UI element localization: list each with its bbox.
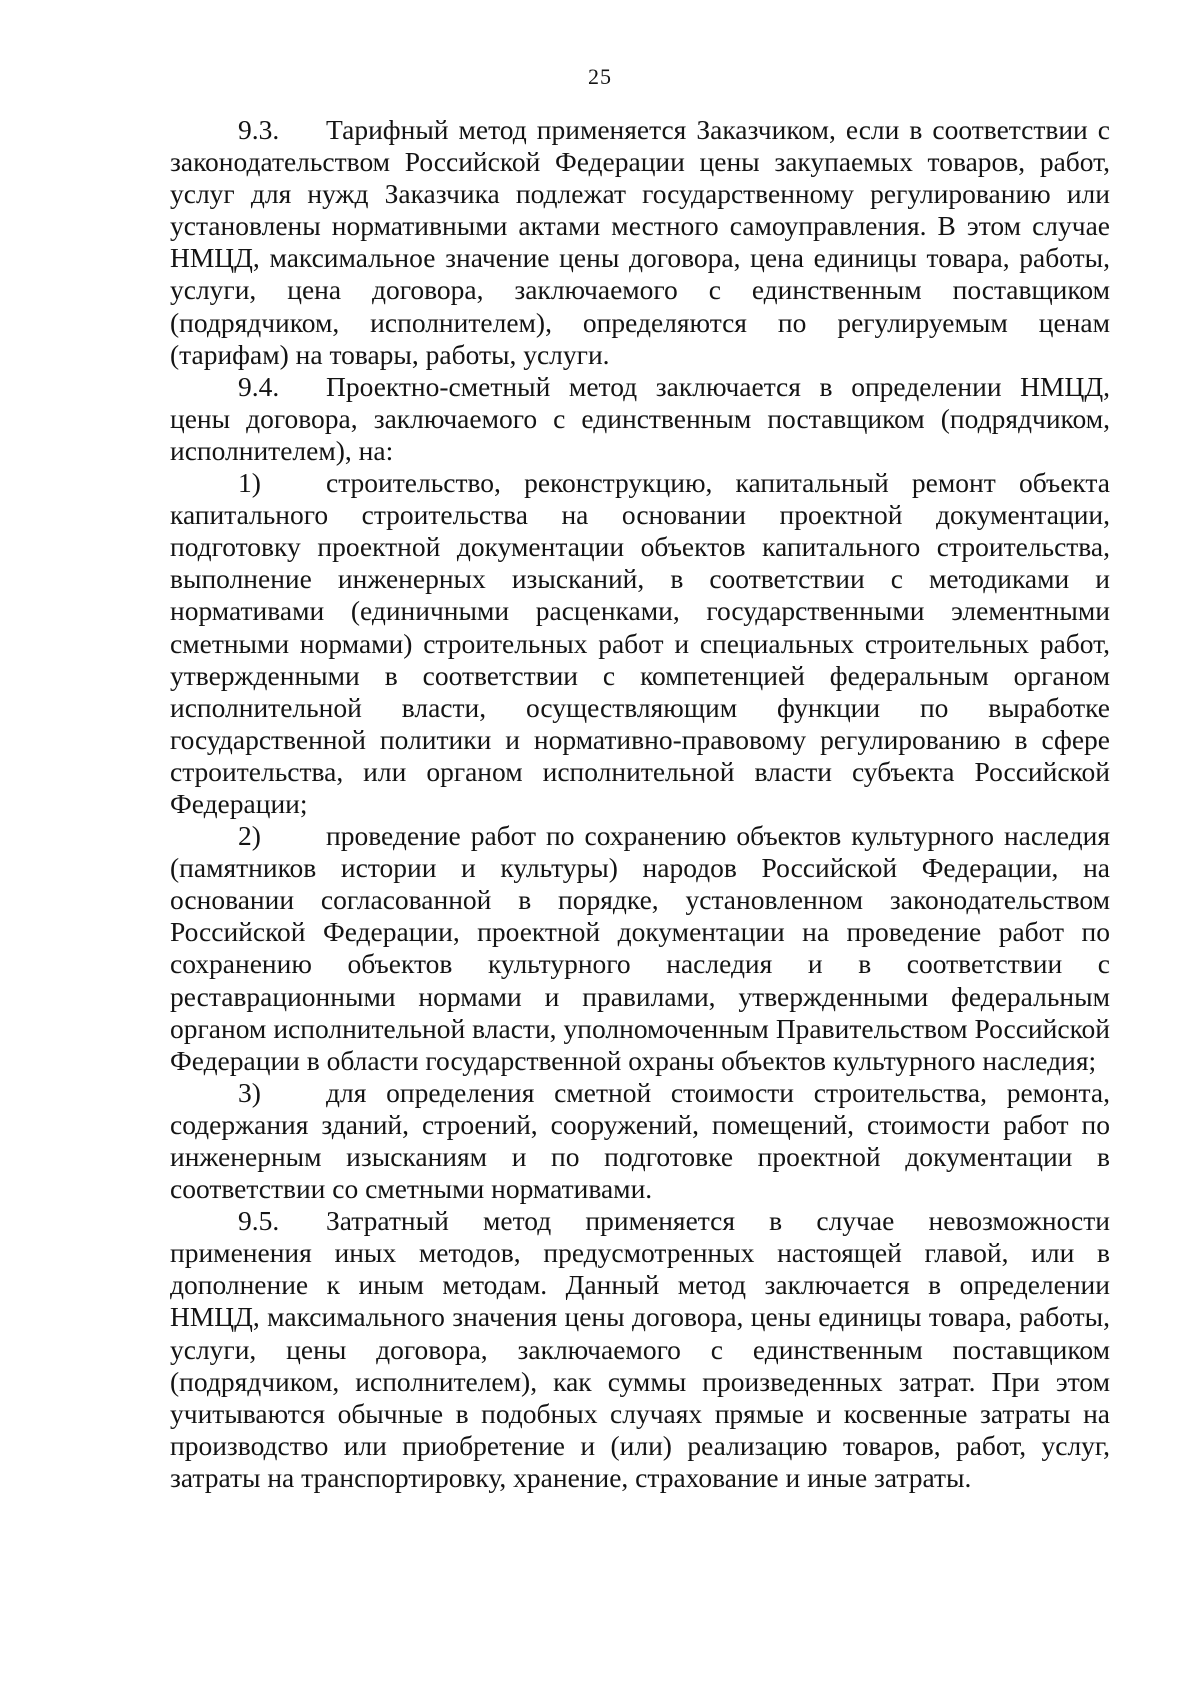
paragraph-text: Тарифный метод применяется Заказчиком, если в соответствии с законодательством Российской Федерации цены закупаемых товаров, работ, услуг для нужд Заказчика подлежат государственному регулированию или установлены нормативными актами местного самоуправления. В этом случае НМЦД, максимальное значение цены договора, цена единицы товара, работы, услуги, цена договора, заключаемого с единственным поставщиком (подрядчиком, исполнителем), определяются по регулируемым ценам (тарифам) на товары, работы, услуги. <box>170 114 1110 370</box>
paragraph-text: Затратный метод применяется в случае невозможности применения иных методов, предусмотренных настоящей главой, или в дополнение к иным методам. Данный метод заключается в определении НМЦД, максимального значения цены договора, цены единицы товара, работы, услуги, цены договора, заключаемого с единственным поставщиком (подрядчиком, исполнителем), как суммы произведенных затрат. При этом учитываются обычные в подобных случаях прямые и косвенные затраты на производство или приобретение и (или) реализацию товаров, работ, услуг, затраты на транспортировку, хранение, страхование и иные затраты. <box>170 1205 1110 1493</box>
paragraph-number: 9.4. <box>238 370 280 402</box>
list-item-3 <box>170 1077 1110 1205</box>
paragraph-9-3 <box>170 114 1110 371</box>
paragraph-9-5 <box>170 1205 1110 1494</box>
paragraph-text: Проектно-сметный метод заключается в определении НМЦД, цены договора, заключаемого с единственным поставщиком (подрядчиком, исполнителем), на: <box>170 370 1110 466</box>
list-item-text: строительство, реконструкцию, капитальный ремонт объекта капитального строительства на основании проектной документации, подготовку проектной документации объектов капитального строительства, выполнение инженерных изысканий, в соответствии с методиками и нормативами (единичными расценками, государственными элементными сметными нормами) строительных работ и специальных строительных работ, утвержденными в соответствии с компетенцией федеральным органом исполнительной власти, осуществляющим функции по выработке государственной политики и нормативно-правовому регулированию в сфере строительства, или органом исполнительной власти субъекта Российской Федерации; <box>170 467 1110 819</box>
list-item-text: для определения сметной стоимости строительства, ремонта, содержания зданий, строений, сооружений, помещений, стоимости работ по инженерным изысканиям и по подготовке проектной документации в соответствии со сметными нормативами. <box>170 1076 1110 1205</box>
list-item-number: 3) <box>238 1076 261 1108</box>
list-item-number: 2) <box>238 820 261 852</box>
paragraph-number: 9.3. <box>238 114 280 145</box>
paragraph-number: 9.5. <box>238 1205 280 1237</box>
document-body <box>170 114 1110 1494</box>
list-item-number: 1) <box>238 467 261 499</box>
list-item-text: проведение работ по сохранению объектов культурного наследия (памятников истории и культуры) народов Российской Федерации, на основании согласованной в порядке, установленном законодательством Российской Федерации, проектной документации на проведение работ по сохранению объектов культурного наследия и в соответствии с реставрационными нормами и правилами, утвержденными федеральным органом исполнительной власти, уполномоченным Правительством Российской Федерации в области государственной охраны объектов культурного наследия; <box>170 820 1110 1076</box>
page-number: 25 <box>588 64 612 89</box>
list-item-1 <box>170 467 1110 820</box>
list-item-2 <box>170 820 1110 1077</box>
paragraph-9-4 <box>170 371 1110 467</box>
